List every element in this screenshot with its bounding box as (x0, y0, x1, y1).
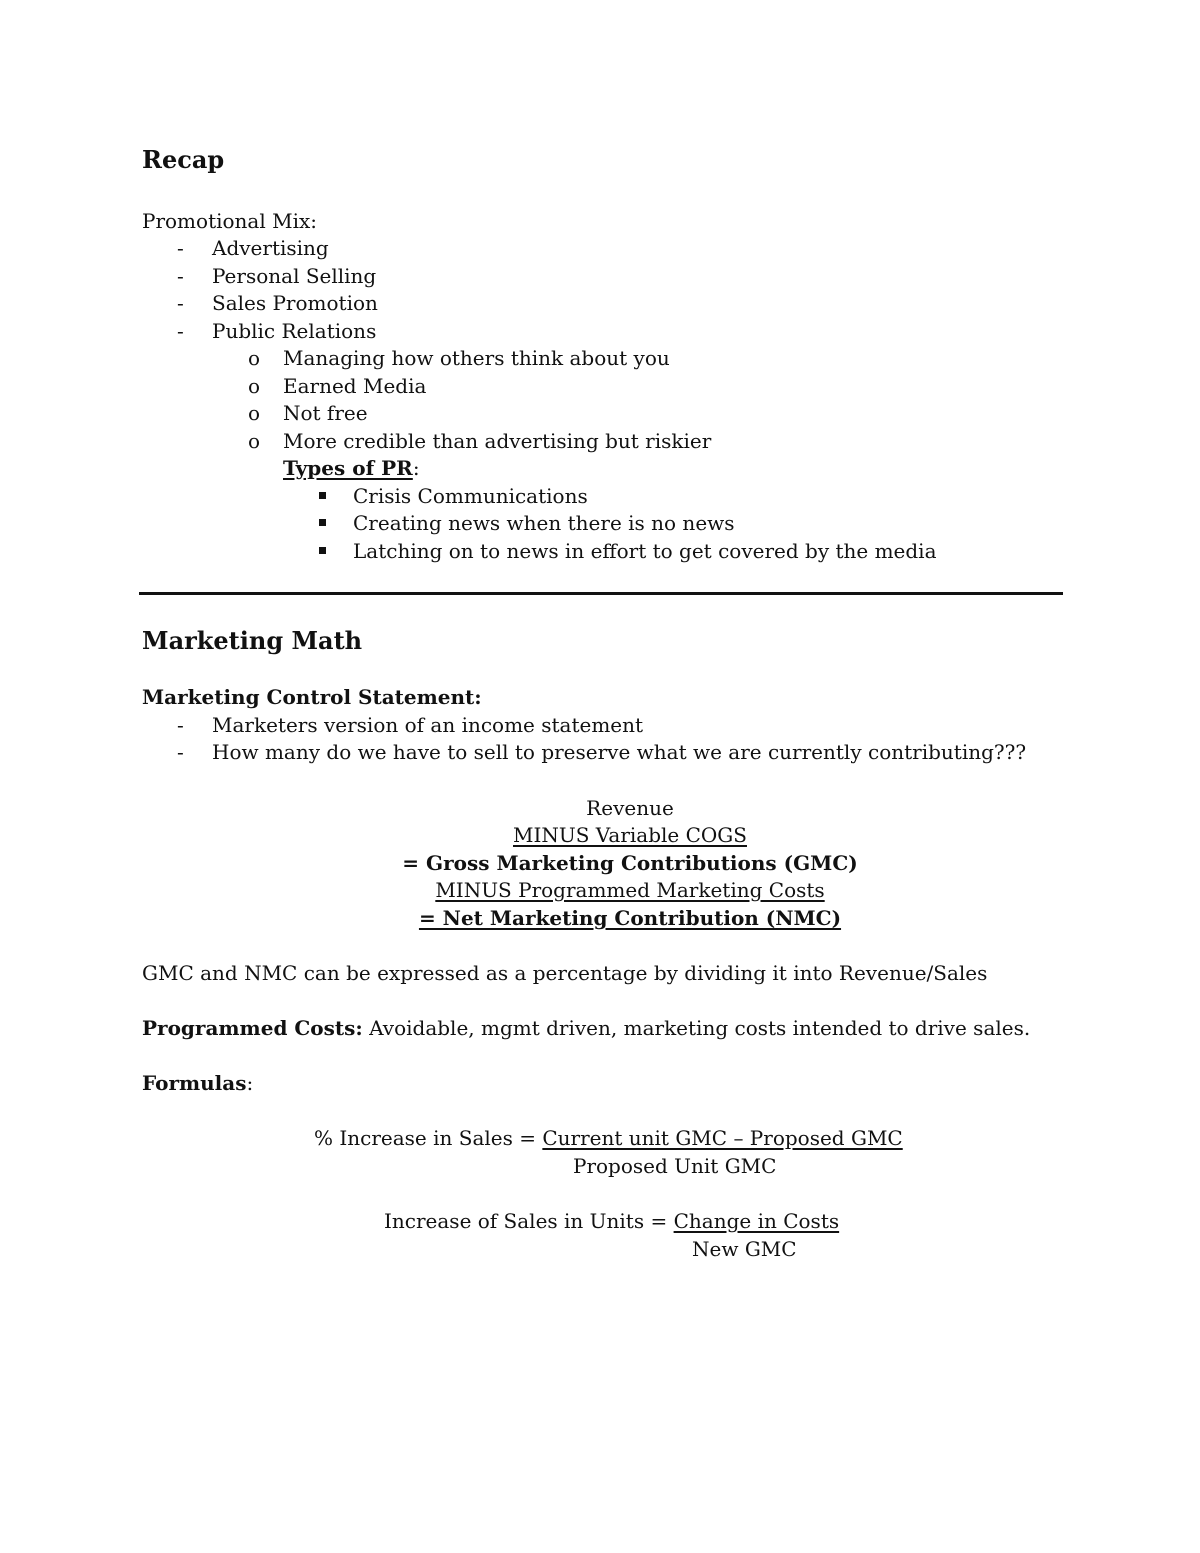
statement-revenue: Revenue (586, 796, 674, 820)
section-divider (139, 592, 1063, 595)
list-item: Advertising (212, 236, 329, 260)
statement-nmc-text: = Net Marketing Contribution (NMC) (418, 906, 842, 930)
list-item: More credible than advertising but riskier (283, 429, 712, 453)
programmed-costs-label: Programmed Costs: (142, 1016, 363, 1040)
circle-bullet: o (248, 346, 261, 370)
list-item: Crisis Communications (353, 484, 588, 508)
list-item: Marketers version of an income statement (212, 713, 644, 737)
formula2-line (384, 1208, 839, 1234)
formulas-label (142, 1070, 253, 1096)
promotional-mix-label: Promotional Mix: (142, 209, 317, 233)
list-item: Managing how others think about you (283, 346, 670, 370)
programmed-costs-text: Avoidable, mgmt driven, marketing costs intended to drive sales. (362, 1016, 1031, 1040)
formulas-title: Formulas (142, 1071, 247, 1095)
dash-bullet: - (177, 291, 184, 315)
formula2-numerator: Change in Costs (673, 1209, 840, 1233)
formula2-denominator: New GMC (692, 1237, 797, 1261)
percentage-note: GMC and NMC can be expressed as a percentage by dividing it into Revenue/Sales (142, 961, 988, 985)
list-item: Earned Media (283, 374, 427, 398)
circle-bullet: o (248, 401, 261, 425)
dash-bullet: - (177, 264, 184, 288)
list-item: Not free (283, 401, 368, 425)
circle-bullet: o (248, 374, 261, 398)
list-item: Sales Promotion (212, 291, 378, 315)
circle-bullet: o (248, 429, 261, 453)
recap-heading: Recap (142, 145, 225, 174)
list-item: Public Relations (212, 319, 377, 343)
list-item: How many do we have to sell to preserve what we are currently contributing??? (212, 740, 1027, 764)
statement-gmc: = Gross Marketing Contributions (GMC) (402, 851, 858, 875)
formulas-colon: : (246, 1071, 254, 1095)
formula1-line (314, 1125, 903, 1151)
statement-minus-cogs (0, 822, 1200, 848)
marketing-math-heading: Marketing Math (142, 626, 363, 655)
dash-bullet: - (177, 319, 184, 343)
control-statement-label: Marketing Control Statement: (142, 685, 482, 709)
statement-minus-programmed-text: MINUS Programmed Marketing Costs (435, 878, 825, 902)
formula1-numerator: Current unit GMC – Proposed GMC (542, 1126, 903, 1150)
square-bullet-icon (319, 492, 326, 499)
statement-nmc (0, 905, 1200, 931)
statement-minus-cogs-text: MINUS Variable COGS (513, 823, 747, 847)
statement-minus-programmed (0, 877, 1200, 903)
list-item: Creating news when there is no news (353, 511, 735, 535)
square-bullet-icon (319, 547, 326, 554)
formula1-lhs: % Increase in Sales = (314, 1126, 543, 1150)
types-of-pr-colon: : (412, 456, 420, 480)
types-of-pr-title: Types of PR (283, 456, 413, 480)
formula2-lhs: Increase of Sales in Units = (384, 1209, 674, 1233)
types-of-pr-label (283, 455, 420, 481)
dash-bullet: - (177, 713, 184, 737)
list-item: Personal Selling (212, 264, 377, 288)
list-item: Latching on to news in effort to get covered by the media (353, 539, 937, 563)
formula1-denominator: Proposed Unit GMC (573, 1154, 777, 1178)
dash-bullet: - (177, 740, 184, 764)
dash-bullet: - (177, 236, 184, 260)
square-bullet-icon (319, 519, 326, 526)
programmed-costs-paragraph (142, 1015, 1030, 1041)
